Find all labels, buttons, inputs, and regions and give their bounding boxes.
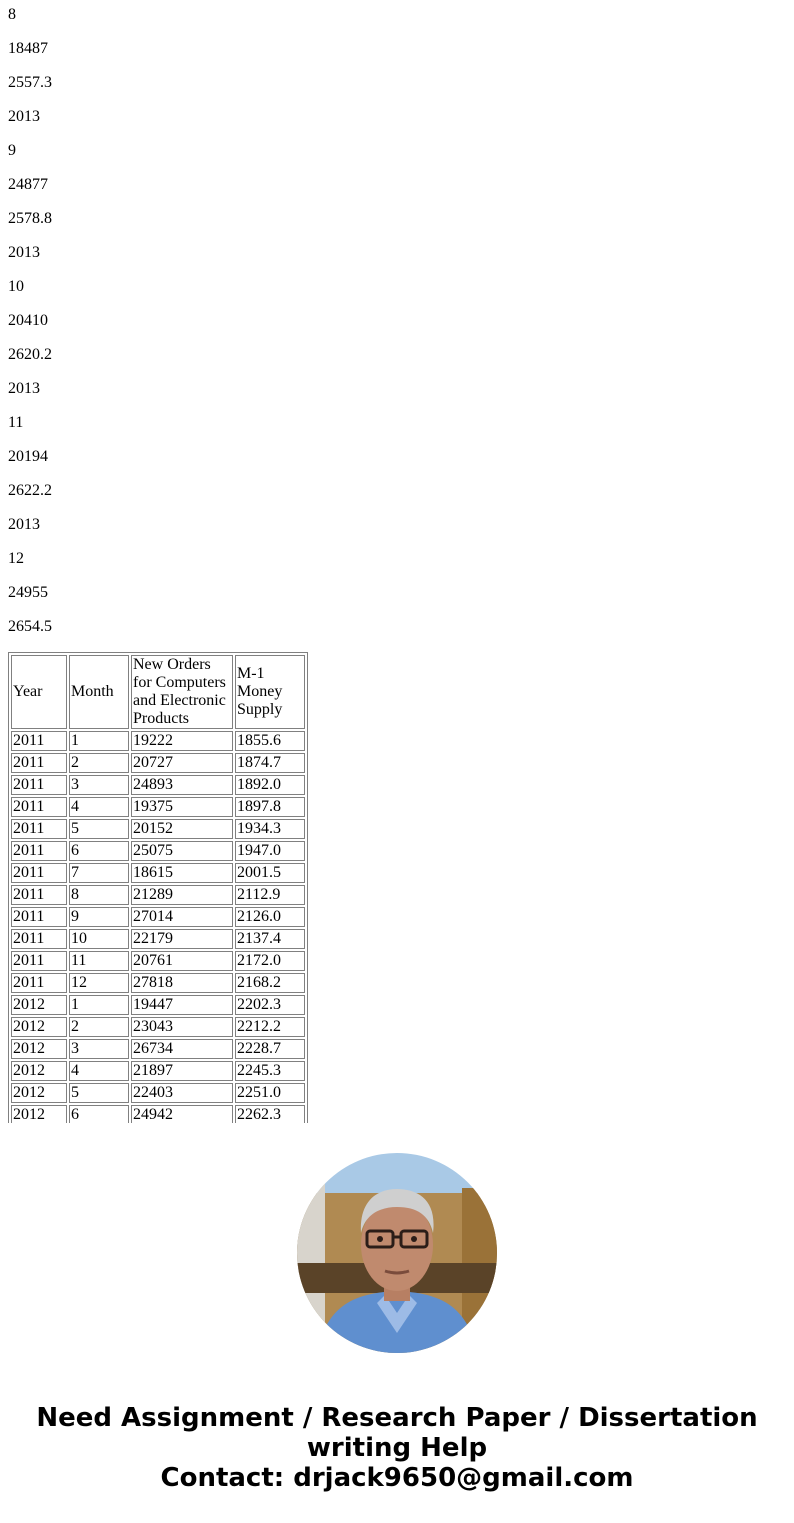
cell-year: 2011	[11, 863, 67, 883]
cell-new-orders: 21897	[131, 1061, 233, 1081]
cell-month: 10	[69, 929, 129, 949]
cell-m1-money-supply: 1855.6	[235, 731, 305, 751]
value-text: 20410	[8, 312, 48, 329]
value-text: 2013	[8, 244, 40, 261]
cell-new-orders: 22403	[131, 1083, 233, 1103]
value-text: 8	[8, 6, 16, 23]
value-text: 20194	[8, 448, 48, 465]
cell-m1-money-supply: 2262.3	[235, 1105, 305, 1123]
cell-new-orders: 20727	[131, 753, 233, 773]
value-text: 24877	[8, 176, 48, 193]
value-text: 18487	[8, 40, 48, 57]
value-text: 10	[8, 278, 24, 295]
table-row	[11, 797, 305, 817]
cell-year: 2011	[11, 753, 67, 773]
cell-year: 2011	[11, 797, 67, 817]
value-text: 12	[8, 550, 24, 567]
value-text: 11	[8, 414, 24, 431]
cell-year: 2012	[11, 1061, 67, 1081]
table-row	[11, 907, 305, 927]
data-table	[8, 652, 308, 1123]
banner-line-1: Need Assignment / Research Paper / Dissertation	[36, 1403, 758, 1433]
data-table-container	[8, 652, 308, 1123]
header-year: Year	[11, 655, 67, 729]
value-text: 2013	[8, 380, 40, 397]
cell-m1-money-supply: 1934.3	[235, 819, 305, 839]
cell-m1-money-supply: 2112.9	[235, 885, 305, 905]
banner-line-2: writing Help	[306, 1433, 488, 1463]
cell-m1-money-supply: 2168.2	[235, 973, 305, 993]
cell-month: 2	[69, 1017, 129, 1037]
value-text: 24955	[8, 584, 48, 601]
table-row	[11, 951, 305, 971]
cell-year: 2011	[11, 731, 67, 751]
value-text: 2578.8	[8, 210, 52, 227]
value-text: 2013	[8, 516, 40, 533]
cell-m1-money-supply: 1892.0	[235, 775, 305, 795]
cell-year: 2011	[11, 775, 67, 795]
table-header-row	[11, 655, 305, 729]
cell-m1-money-supply: 2212.2	[235, 1017, 305, 1037]
table-row	[11, 1039, 305, 1059]
table-row	[11, 731, 305, 751]
value-text: 2622.2	[8, 482, 52, 499]
value-text: 9	[8, 142, 16, 159]
header-m1-money-supply: M-1 Money Supply	[235, 655, 305, 729]
cell-month: 3	[69, 1039, 129, 1059]
cell-new-orders: 24942	[131, 1105, 233, 1123]
cell-month: 3	[69, 775, 129, 795]
author-photo	[297, 1153, 497, 1353]
table-row	[11, 885, 305, 905]
cell-new-orders: 20152	[131, 819, 233, 839]
cell-m1-money-supply: 2137.4	[235, 929, 305, 949]
cell-new-orders: 19447	[131, 995, 233, 1015]
cell-month: 5	[69, 1083, 129, 1103]
table-row	[11, 929, 305, 949]
cell-month: 6	[69, 1105, 129, 1123]
table-row	[11, 819, 305, 839]
cell-year: 2011	[11, 973, 67, 993]
cell-month: 7	[69, 863, 129, 883]
cell-m1-money-supply: 2245.3	[235, 1061, 305, 1081]
table-row	[11, 1083, 305, 1103]
value-text: 2557.3	[8, 74, 52, 91]
cell-m1-money-supply: 1874.7	[235, 753, 305, 773]
contact-banner	[0, 1403, 794, 1493]
cell-month: 12	[69, 973, 129, 993]
cell-new-orders: 20761	[131, 951, 233, 971]
cell-m1-money-supply: 2202.3	[235, 995, 305, 1015]
cell-new-orders: 23043	[131, 1017, 233, 1037]
cell-m1-money-supply: 1947.0	[235, 841, 305, 861]
cell-month: 4	[69, 797, 129, 817]
cell-new-orders: 25075	[131, 841, 233, 861]
cell-m1-money-supply: 1897.8	[235, 797, 305, 817]
table-row	[11, 775, 305, 795]
cell-m1-money-supply: 2172.0	[235, 951, 305, 971]
cell-m1-money-supply: 2228.7	[235, 1039, 305, 1059]
cell-year: 2011	[11, 951, 67, 971]
cell-month: 4	[69, 1061, 129, 1081]
cell-year: 2012	[11, 1039, 67, 1059]
cell-month: 9	[69, 907, 129, 927]
cell-new-orders: 26734	[131, 1039, 233, 1059]
cell-new-orders: 18615	[131, 863, 233, 883]
cell-month: 1	[69, 731, 129, 751]
table-row	[11, 1105, 305, 1123]
portrait-image	[297, 1153, 497, 1353]
table-row	[11, 841, 305, 861]
cell-year: 2011	[11, 841, 67, 861]
cell-year: 2012	[11, 995, 67, 1015]
cell-year: 2012	[11, 1017, 67, 1037]
cell-new-orders: 19375	[131, 797, 233, 817]
cell-new-orders: 27818	[131, 973, 233, 993]
header-new-orders: New Orders for Computers and Electronic Products	[131, 655, 233, 729]
cell-new-orders: 27014	[131, 907, 233, 927]
table-row	[11, 863, 305, 883]
table-row	[11, 753, 305, 773]
cell-month: 8	[69, 885, 129, 905]
contact-email: Contact: drjack9650@gmail.com	[160, 1463, 634, 1493]
value-text: 2620.2	[8, 346, 52, 363]
values-list	[8, 6, 52, 652]
cell-year: 2012	[11, 1105, 67, 1123]
cell-m1-money-supply: 2251.0	[235, 1083, 305, 1103]
cell-new-orders: 21289	[131, 885, 233, 905]
cell-m1-money-supply: 2001.5	[235, 863, 305, 883]
cell-new-orders: 24893	[131, 775, 233, 795]
table-row	[11, 973, 305, 993]
cell-year: 2012	[11, 1083, 67, 1103]
cell-year: 2011	[11, 907, 67, 927]
cell-month: 1	[69, 995, 129, 1015]
cell-new-orders: 19222	[131, 731, 233, 751]
table-body	[11, 731, 305, 1123]
cell-year: 2011	[11, 819, 67, 839]
value-text: 2654.5	[8, 618, 52, 635]
table-row	[11, 995, 305, 1015]
table-row	[11, 1017, 305, 1037]
table-row	[11, 1061, 305, 1081]
cell-year: 2011	[11, 885, 67, 905]
cell-m1-money-supply: 2126.0	[235, 907, 305, 927]
cell-new-orders: 22179	[131, 929, 233, 949]
value-text: 2013	[8, 108, 40, 125]
cell-year: 2011	[11, 929, 67, 949]
cell-month: 5	[69, 819, 129, 839]
cell-month: 2	[69, 753, 129, 773]
header-month: Month	[69, 655, 129, 729]
cell-month: 6	[69, 841, 129, 861]
cell-month: 11	[69, 951, 129, 971]
